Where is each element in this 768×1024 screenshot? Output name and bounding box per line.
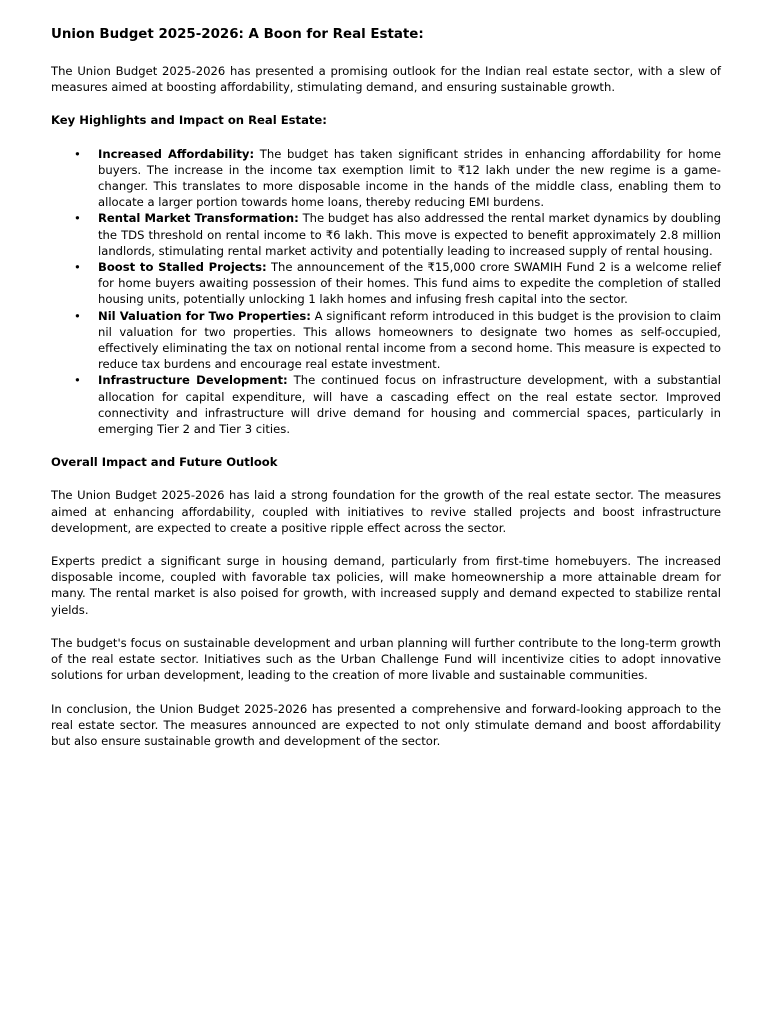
intro-paragraph: The Union Budget 2025-2026 has presented a promising outlook for the Indian real estate sector, with a slew of measures aimed at boosting affordability, stimulating demand, and ensuring sustainable growth. xyxy=(51,64,721,95)
bullet-icon: • xyxy=(74,373,81,388)
highlight-label: Rental Market Transformation: xyxy=(98,211,299,226)
conclusion-paragraph: In conclusion, the Union Budget 2025-2026 has presented a comprehensive and forward-looking approach to the real estate sector. The measures announced are expected to not only stimulate demand and boost affordability but also ensure sustainable growth and development of the sector. xyxy=(51,701,721,748)
document-page xyxy=(51,26,721,749)
bullet-icon: • xyxy=(74,308,81,323)
highlight-label: Increased Affordability: xyxy=(98,146,255,161)
highlight-label: Nil Valuation for Two Properties: xyxy=(98,308,311,323)
highlight-text: The continued focus on infrastructure development, with a substantial allocation for capital expenditure, will have a cascading effect on the real estate sector. Improved connectivity and infrastructure will drive demand for housing and commercial spaces, particularly in emerging Tier 2 and Tier 3 cities. xyxy=(98,373,722,437)
highlights-list xyxy=(51,146,721,438)
highlight-item xyxy=(51,146,721,211)
bullet-icon: • xyxy=(74,146,81,161)
highlight-item xyxy=(51,308,721,373)
highlights-heading: Key Highlights and Impact on Real Estate: xyxy=(51,113,327,128)
highlight-item xyxy=(51,210,721,259)
highlight-item xyxy=(51,372,721,437)
bullet-icon: • xyxy=(74,211,81,226)
outlook-paragraph: The budget's focus on sustainable development and urban planning will further contribute to the long-term growth of the real estate sector. Initiatives such as the Urban Challenge Fund will incentivize cities to adopt innovative solutions for urban development, leading to the creation of more livable and sustainable communities. xyxy=(51,635,721,683)
highlight-label: Infrastructure Development: xyxy=(98,373,288,388)
outlook-paragraph: Experts predict a significant surge in housing demand, particularly from first-time homebuyers. The increased disposable income, coupled with favorable tax policies, will make homeownership a more attainable dream for many. The rental market is also poised for growth, with increased supply and demand expected to stabilize rental yields. xyxy=(51,554,721,617)
outlook-paragraph: The Union Budget 2025-2026 has laid a strong foundation for the growth of the real estate sector. The measures aimed at enhancing affordability, coupled with initiatives to revive stalled projects and boost infrastructure development, are expected to create a positive ripple effect across the sector. xyxy=(51,488,721,535)
highlight-text: The budget has also addressed the rental market dynamics by doubling the TDS threshold on rental income to ₹6 lakh. This move is expected to benefit approximately 2.8 million landlords, stimulating rental market activity and potentially leading to increased supply of rental housing. xyxy=(98,211,722,258)
highlight-item xyxy=(51,259,721,308)
bullet-icon: • xyxy=(74,260,81,275)
highlight-text: A significant reform introduced in this budget is the provision to claim nil valuation for two properties. This allows homeowners to designate two homes as self-occupied, effectively eliminating the tax on notional rental income from a second home. This measure is expected to reduce tax burdens and encourage real estate investment. xyxy=(98,308,721,372)
highlight-text: The budget has taken significant strides in enhancing affordability for home buyers. The increase in the income tax exemption limit to ₹12 lakh under the new regime is a game-changer. This translates to more disposable income in the hands of the middle class, enabling them to allocate a larger portion towards home loans, thereby reducing EMI burdens. xyxy=(98,146,721,210)
highlight-text: The announcement of the ₹15,000 crore SWAMIH Fund 2 is a welcome relief for home buyers awaiting possession of their homes. This fund aims to expedite the completion of stalled housing units, potentially unlocking 1 lakh homes and infusing fresh capital into the sector. xyxy=(98,260,721,307)
highlight-label: Boost to Stalled Projects: xyxy=(98,260,267,275)
outlook-heading: Overall Impact and Future Outlook xyxy=(51,455,278,470)
document-title: Union Budget 2025-2026: A Boon for Real Estate: xyxy=(51,27,424,42)
